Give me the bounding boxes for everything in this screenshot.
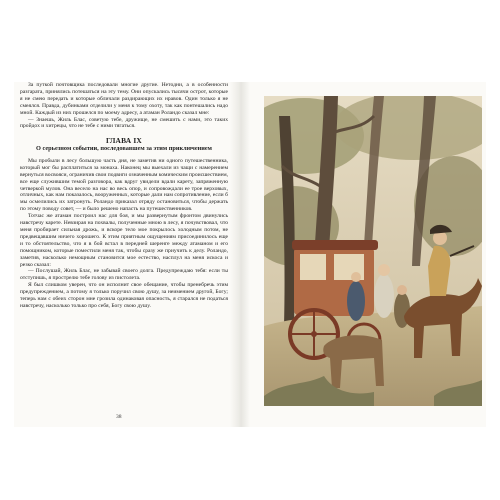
left-page-text <box>20 82 228 310</box>
paragraph: Тотчас же атаман построил нас для боя, и мы развернутым фронтом двинулись навстречу карете. Невзирая на похвалы, полученные мною в лесу, я почувствовал, что меня пробирает сильная дрожь, и вскоре тело мое покрылось холодным потом, не предвещавшим ничего хорошего. К этим приятным ощущениям присоединилось еще и то обстоятельство, что я в бой встал в передней шеренге между атаманом и его помощником, которые поместили меня так, чтобы сразу же приучить к делу. Роландо, заметив, насколько немощным становится мое естество, насплул на меня искоса и резко сказал: <box>20 213 228 268</box>
book-gutter <box>230 82 250 427</box>
paragraph: Мы пробыли в лесу большую часть дня, не заметив ни одного путешественника, который мог бы расплатиться за монаха. Наконец мы выехали из чащи с намерением вернуться восвояси, ограничив свои подвиги означенным комическим происшествием, все еще служившим темой разговора, как вдруг увидели вдали карету, запряженную четверкой мулов. Она весело на нас во весь опор, и сопровождали ее трое верховых, отличных, как нам показалось, вооруженных, которые дали нам сопротивление, если б мы осмелились их затронуть. Роландо приказал отряду остановиться, чтобы держать по этому поводу совет, — и было решено напасть на путешественников. <box>20 157 229 213</box>
chapter-subtitle: О серьезном событии, последовавшем за этим приключением <box>36 145 212 153</box>
illustration-painting <box>264 96 482 406</box>
paragraph: — Знаешь, Жиль Блас, советую тебе, дружище, не смешить с нами, это таких пройдох и хитрецы, что не тебе с ними тягаться. <box>20 116 228 130</box>
paragraph: За путкой почтовщика последовали многие другие. Нетодни, а в особенности разгаратa, принялись потешаться на эту тему. Они опускались тысячи острот, которые я не смею передать и которые обличали раздирающих их нравов. Один только я не смеялся. Правда, дубинками отделили у меня к тому охоту, так как понтешались надо мной. Каждый из них прошелся по моему адресу, а атаман Роландо сказал мне: <box>20 82 228 116</box>
illustration <box>264 96 482 406</box>
page-number: 38 <box>116 414 122 420</box>
paragraph: — Послушай, Жиль Блас, не забывай своего долга. Предупреждаю тебя: если ты отступишь, я прострелю тебе голову из пистолета. <box>20 268 228 282</box>
chapter-title: ГЛАВА IX <box>106 136 142 146</box>
chapter-heading <box>20 136 228 153</box>
paragraph: Я был слишком уверен, что он исполнит свое обещание, чтобы пренебречь этим предупреждением, а потому я только поручил свою душу, за неимением другой, Богу; теперь нам с обеих сторон мне грозила одинаковая опасность, я старался не податься навстречу, насколько только про себя, Богу свою душу. <box>20 282 228 309</box>
